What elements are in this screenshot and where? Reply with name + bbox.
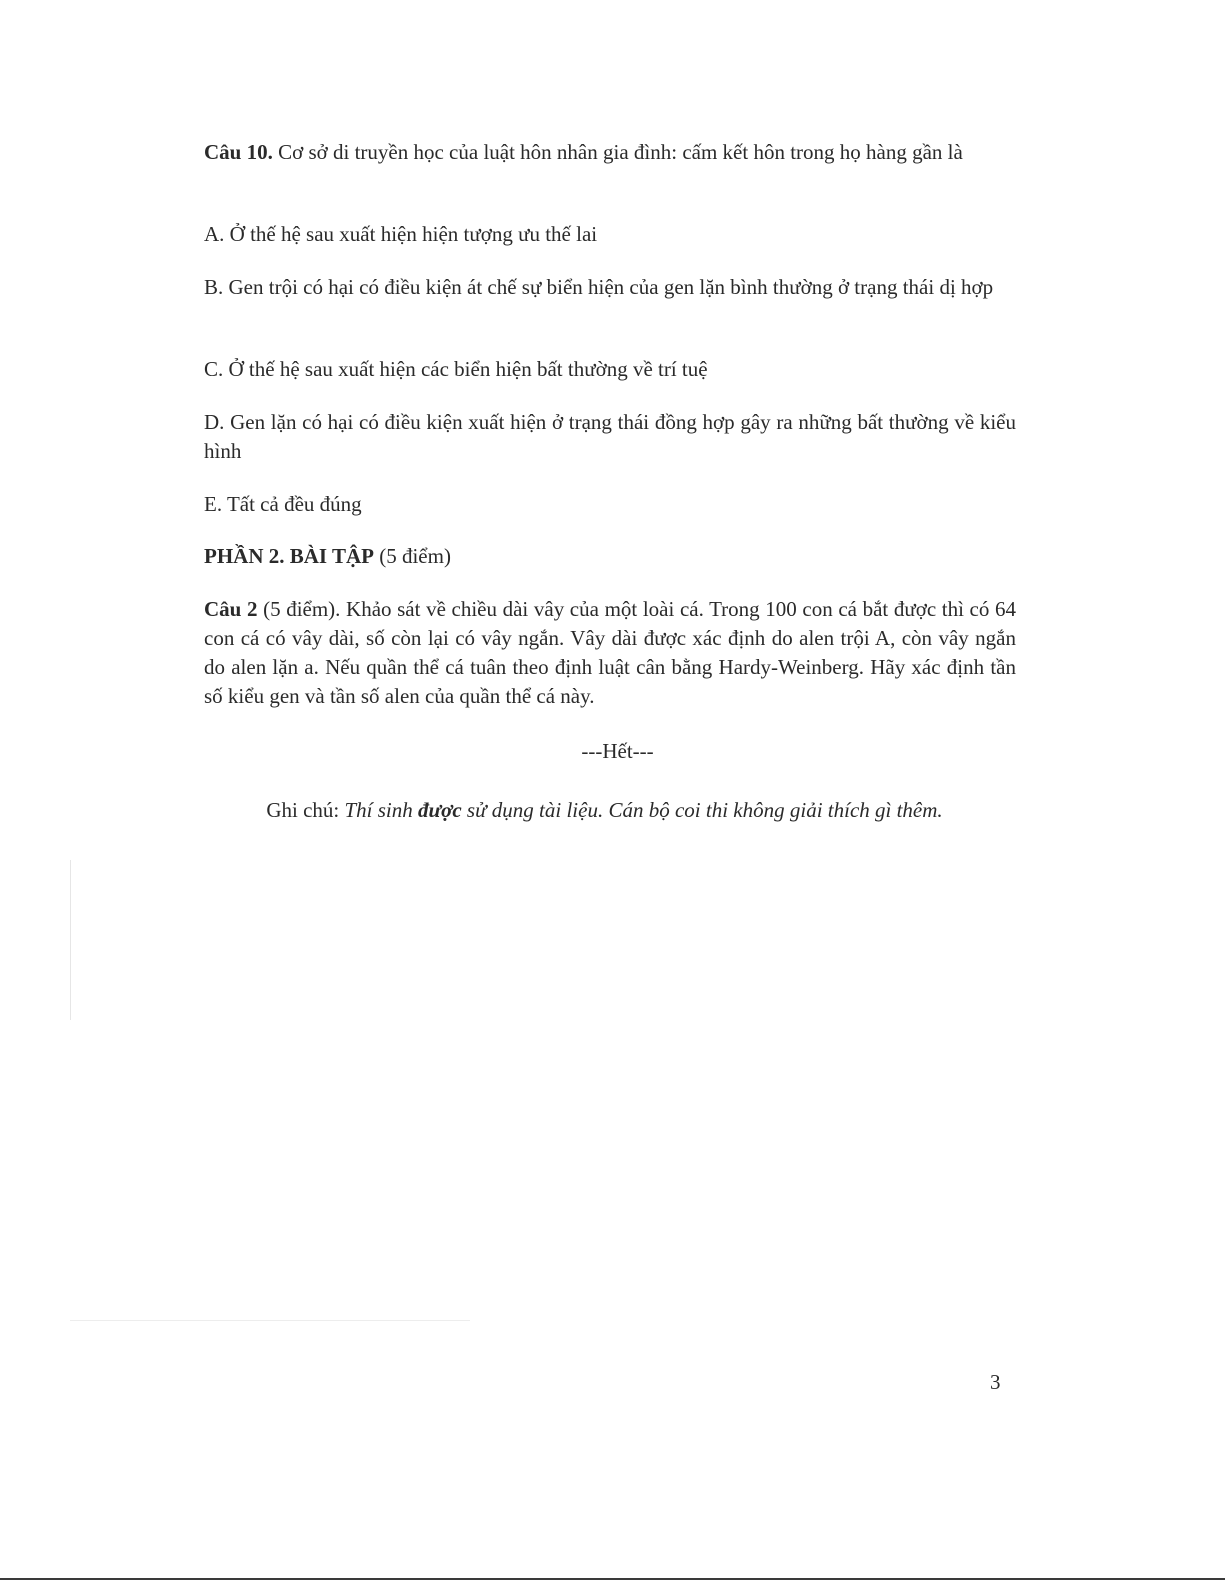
part-2-heading	[204, 542, 1016, 571]
end-marker: ---Hết---	[581, 739, 654, 763]
scan-artifact-line	[70, 860, 71, 1020]
option-d: D. Gen lặn có hại có điều kiện xuất hiện ở trạng thái đồng hợp gây ra những bất thường về kiểu hình	[204, 410, 1016, 463]
question-10-text: Cơ sở di truyền học của luật hôn nhân gia đình: cấm kết hôn trong họ hàng gần là	[272, 140, 963, 164]
option-e: E. Tất cả đều đúng	[204, 492, 362, 516]
page-bottom-border	[0, 1578, 1225, 1580]
question-10-label: Câu 10.	[204, 140, 273, 164]
option-a: A. Ở thế hệ sau xuất hiện hiện tượng ưu thế lai	[204, 222, 598, 246]
note-text-bold: được	[418, 798, 462, 822]
question-2	[204, 595, 1016, 711]
question-2-text: (5 điểm). Khảo sát về chiều dài vây của một loài cá. Trong 100 con cá bắt được thì có 64 con cá có vây dài, số còn lại có vây ngắn. Vây dài được xác định do alen trội A, còn vây ngắn do alen lặn a. Nếu quần thể cá tuân theo định luật cân bằng Hardy-Weinberg. Hãy xác định tần số kiểu gen và tần số alen của quần thể cá này.	[204, 597, 1016, 708]
exam-note	[0, 796, 1217, 825]
note-text-before: Thí sinh	[344, 798, 418, 822]
note-text-after: sử dụng tài liệu. Cán bộ coi thi không giải thích gì thêm.	[461, 798, 943, 822]
part-2-points: (5 điểm)	[373, 544, 451, 568]
option-b: B. Gen trội có hại có điều kiện át chế sự biển hiện của gen lặn bình thường ở trạng thái dị hợp	[204, 275, 994, 299]
question-10-stem	[204, 138, 1016, 167]
part-2-title: PHẦN 2. BÀI TẬP	[204, 544, 374, 568]
note-label: Ghi chú:	[266, 798, 345, 822]
page-number: 3	[990, 1370, 1001, 1394]
question-2-label: Câu 2	[204, 597, 258, 621]
scan-artifact-rule	[70, 1320, 470, 1321]
option-c: C. Ở thế hệ sau xuất hiện các biển hiện bất thường về trí tuệ	[204, 357, 708, 381]
